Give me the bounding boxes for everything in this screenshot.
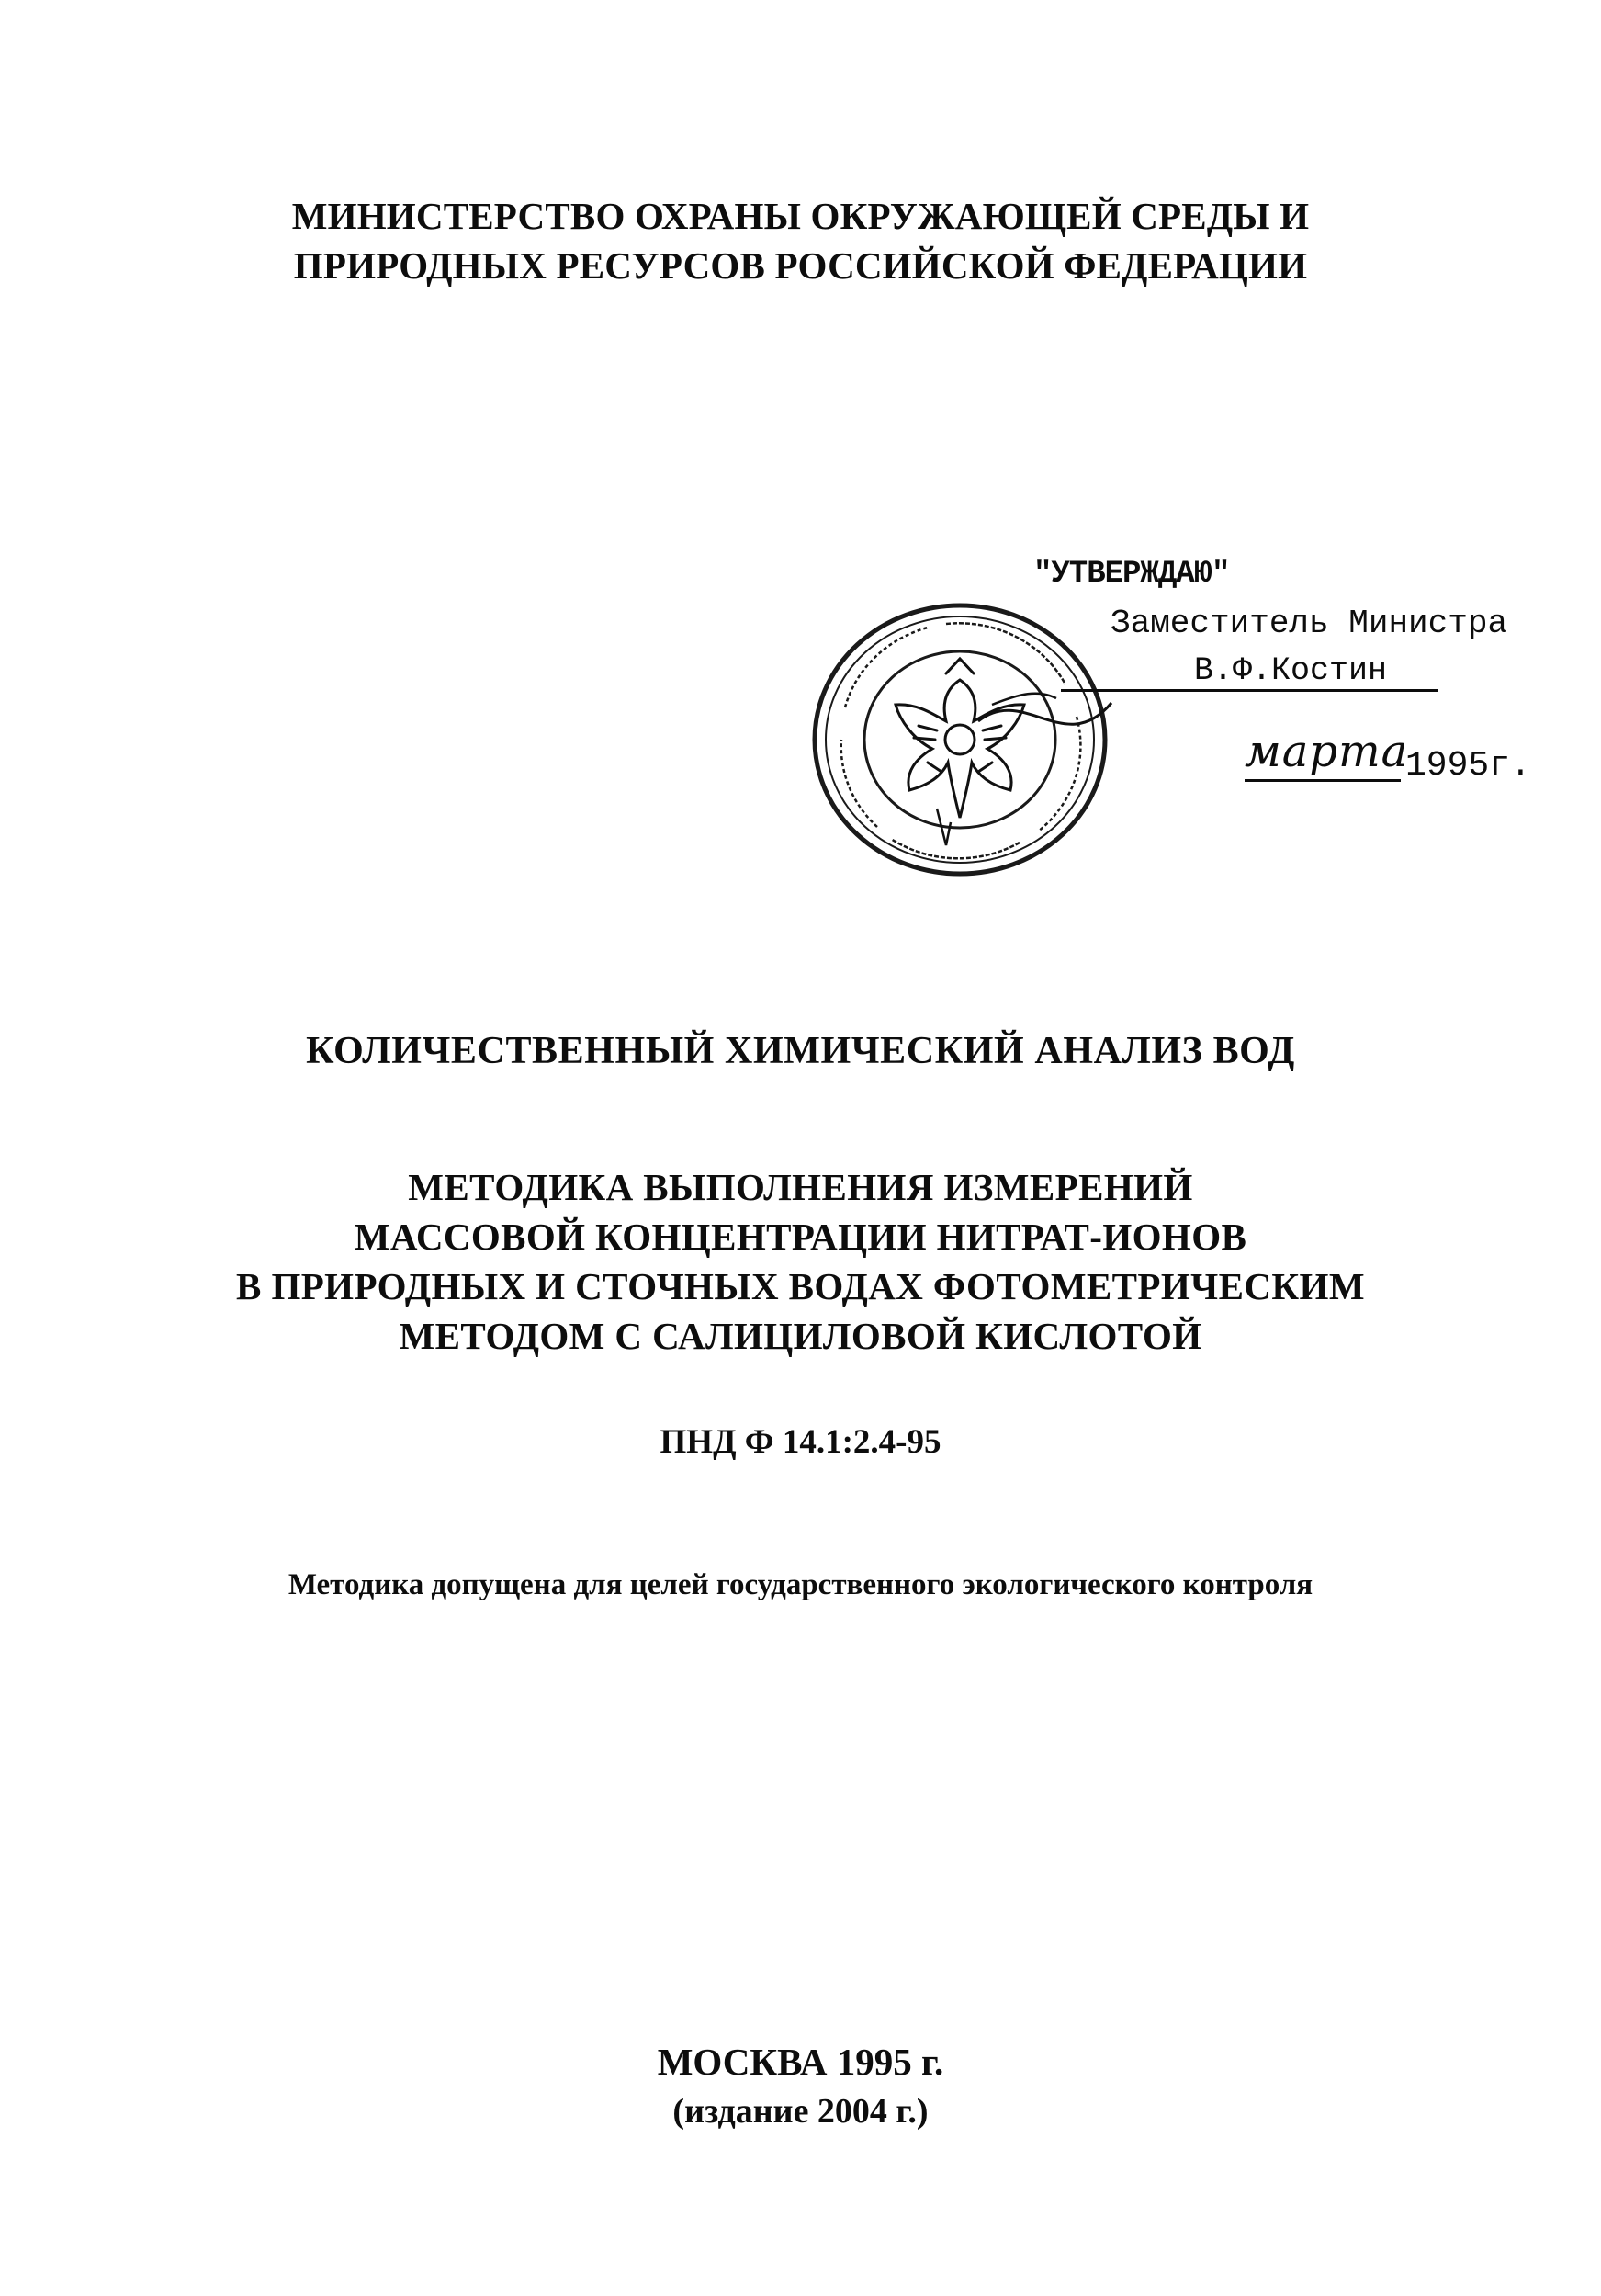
method-title-line-4: МЕТОДОМ С САЛИЦИЛОВОЙ КИСЛОТОЙ (399, 1315, 1202, 1357)
approval-signatory: В.Ф.Костин (1194, 652, 1388, 689)
method-title-line-2: МАССОВОЙ КОНЦЕНТРАЦИИ НИТРАТ-ИОНОВ (354, 1216, 1247, 1258)
city-and-year: МОСКВА 1995 г. (657, 2041, 944, 2083)
approval-date-month: марта (1245, 726, 1409, 777)
ministry-heading (0, 191, 1601, 290)
signature-line (1061, 689, 1438, 692)
ministry-line-1: МИНИСТЕРСТВО ОХРАНЫ ОКРУЖАЮЩЕЙ СРЕДЫ И (291, 195, 1310, 237)
method-title-line-1: МЕТОДИКА ВЫПОЛНЕНИЯ ИЗМЕРЕНИЙ (408, 1166, 1193, 1208)
approval-deputy: Заместитель Министра (1111, 605, 1508, 642)
analysis-title: КОЛИЧЕСТВЕННЫЙ ХИМИЧЕСКИЙ АНАЛИЗ ВОД (306, 1030, 1295, 1072)
approval-block (1033, 551, 1584, 900)
approval-date-year: 1995г. (1405, 746, 1531, 786)
document-code: ПНД Ф 14.1:2.4-95 (660, 1423, 941, 1461)
method-title-line-3: В ПРИРОДНЫХ И СТОЧНЫХ ВОДАХ ФОТОМЕТРИЧЕСКИМ (236, 1265, 1365, 1307)
allowed-for-control-note: Методика допущена для целей государственного экологического контроля (288, 1568, 1313, 1601)
approval-title: "УТВЕРЖДАЮ" (1033, 557, 1230, 592)
date-line (1245, 779, 1401, 782)
method-title (0, 1162, 1601, 1361)
edition-note: (издание 2004 г.) (672, 2092, 929, 2131)
ministry-line-2: ПРИРОДНЫХ РЕСУРСОВ РОССИЙСКОЙ ФЕДЕРАЦИИ (293, 244, 1308, 287)
